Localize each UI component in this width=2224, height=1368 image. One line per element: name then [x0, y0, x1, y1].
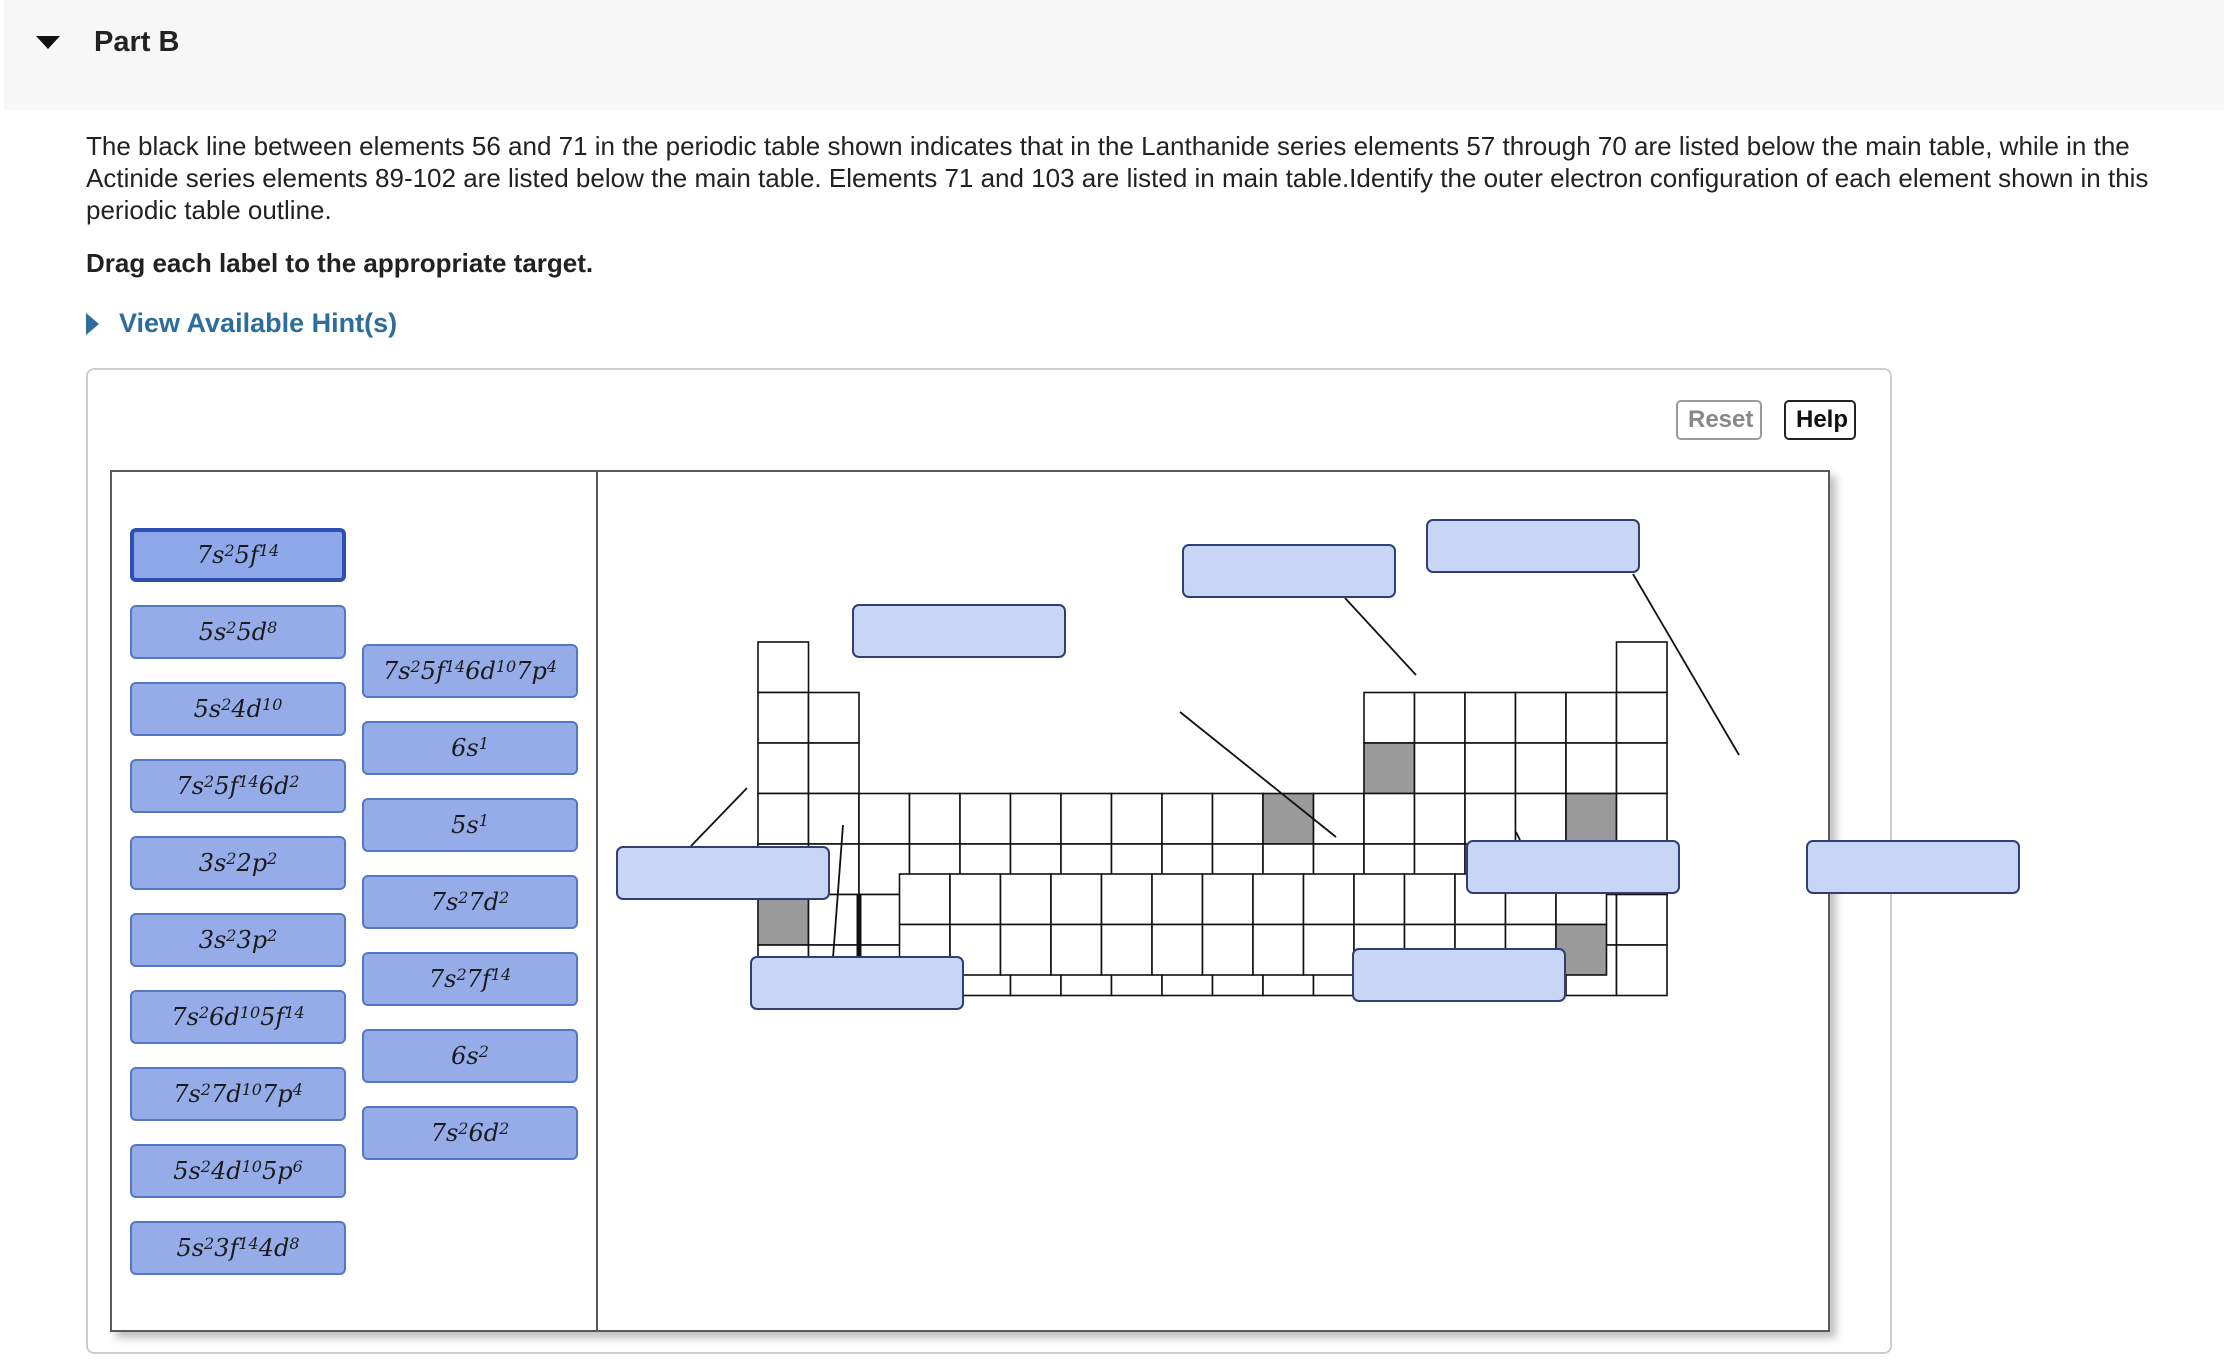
element-cell: [1011, 794, 1062, 845]
draggable-label[interactable]: 3s $^2$ 2p $^2$: [130, 836, 346, 890]
draggable-label[interactable]: 7s $^2$ 5f $^{14}$ 6d $^2$: [130, 759, 346, 813]
f-block-cell: [1203, 925, 1254, 976]
draggable-label[interactable]: 7s $^2$ 5f $^{14}$ 6d $^{10}$ 7p $^4$: [362, 644, 578, 698]
draggable-label[interactable]: 6s $^2$: [362, 1029, 578, 1083]
draggable-label[interactable]: 7s $^2$ 6d $^2$: [362, 1106, 578, 1160]
f-block-cell: [1203, 874, 1254, 925]
element-cell: [809, 794, 860, 845]
target-group-18-period-5[interactable]: [1466, 840, 1680, 894]
target-group-10-period-5[interactable]: [852, 604, 1066, 658]
element-cell: [1415, 794, 1466, 845]
element-cell: [1516, 693, 1567, 744]
element-cell: [1263, 794, 1314, 845]
element-cell: [758, 794, 809, 845]
draggable-label[interactable]: 5s $^2$ 5d $^8$: [130, 605, 346, 659]
part-title: Part B: [94, 26, 180, 58]
element-cell: [1617, 743, 1668, 794]
drag-drop-activity: [86, 368, 1892, 1354]
workspace: [110, 470, 1830, 1332]
periodic-table-outline: [598, 472, 1828, 1330]
f-block-cell: [950, 874, 1001, 925]
question-prompt: The black line between elements 56 and 71 in the periodic table shown indicates that in the Lanthanide series elements 57 through 70 are listed below the main table, while in the Actinide series elements 89-102 are listed below the main table. Elements 71 and 103 are listed in main table.Identify the outer electron configuration of each element shown in this periodic table outline.: [86, 131, 2149, 225]
view-hints-label: View Available Hint(s): [119, 308, 398, 338]
element-cell: [1112, 794, 1163, 845]
element-cell: [758, 693, 809, 744]
target-group-14-period-2[interactable]: [1182, 544, 1396, 598]
element-cell: [1566, 794, 1617, 845]
view-hints-link[interactable]: [86, 308, 397, 339]
draggable-label[interactable]: 7s $^2$ 6d $^{10}$ 5f $^{14}$: [130, 990, 346, 1044]
element-cell: [1213, 794, 1264, 845]
collapse-caret-icon[interactable]: [36, 36, 60, 49]
element-cell: [809, 743, 860, 794]
element-cell: [910, 794, 961, 845]
f-block-cell: [1152, 874, 1203, 925]
label-bank: [112, 472, 598, 1330]
element-cell: [1566, 693, 1617, 744]
draggable-label[interactable]: 7s $^2$ 5f $^{14}$: [130, 528, 346, 582]
element-cell: [1566, 743, 1617, 794]
target-group-1-period-6[interactable]: [616, 846, 830, 900]
element-cell: [758, 743, 809, 794]
f-block-cell: [1051, 925, 1102, 976]
draggable-label[interactable]: 5s $^2$ 3f $^{14}$ 4d $^8$: [130, 1221, 346, 1275]
part-header: [4, 0, 2224, 110]
element-cell: [1516, 794, 1567, 845]
element-cell: [1465, 794, 1516, 845]
target-group-17-period-1[interactable]: [1426, 519, 1640, 573]
element-cell: [1617, 794, 1668, 845]
f-block-cell: [1001, 874, 1052, 925]
f-block-cell: [1152, 925, 1203, 976]
element-cell: [1314, 794, 1365, 845]
caret-right-icon: [86, 313, 99, 335]
element-cell: [1516, 743, 1567, 794]
element-cell: [1415, 743, 1466, 794]
element-cell: [758, 642, 809, 693]
f-block-cell: [1304, 874, 1355, 925]
draggable-label[interactable]: 6s $^1$: [362, 721, 578, 775]
f-block-cell: [1102, 925, 1153, 976]
f-block-cell: [1001, 925, 1052, 976]
element-cell: [1465, 743, 1516, 794]
target-group-4-period-7[interactable]: [750, 956, 964, 1010]
draggable-label[interactable]: 7s $^2$ 7d $^{10}$ 7p $^4$: [130, 1067, 346, 1121]
element-cell: [1162, 794, 1213, 845]
leader-line: [1345, 598, 1416, 675]
help-button[interactable]: Help: [1784, 400, 1856, 440]
f-block-cell: [1354, 874, 1405, 925]
f-block-cell: [1051, 874, 1102, 925]
f-block-cell: [1304, 925, 1355, 976]
periodic-table-board: [598, 472, 1828, 1330]
element-cell: [1415, 693, 1466, 744]
f-block-cell: [1405, 874, 1456, 925]
element-cell: [1617, 945, 1668, 996]
draggable-label[interactable]: 7s $^2$ 7f $^{14}$: [362, 952, 578, 1006]
leader-line: [691, 788, 747, 846]
element-cell: [1617, 642, 1668, 693]
element-cell: [1364, 693, 1415, 744]
reset-button[interactable]: Reset: [1676, 400, 1762, 440]
target-lanthanide-14[interactable]: [1352, 948, 1566, 1002]
element-cell: [1364, 794, 1415, 845]
element-cell: [859, 794, 910, 845]
draggable-label[interactable]: 5s $^2$ 4d $^{10}$: [130, 682, 346, 736]
element-cell: [1617, 895, 1668, 946]
f-block-cell: [900, 874, 951, 925]
f-block-cell: [1102, 874, 1153, 925]
draggable-label[interactable]: 5s $^1$: [362, 798, 578, 852]
draggable-label[interactable]: 3s $^2$ 3p $^2$: [130, 913, 346, 967]
f-block-cell: [1253, 925, 1304, 976]
question-instruction: Drag each label to the appropriate target.: [86, 248, 594, 278]
element-cell: [1364, 743, 1415, 794]
draggable-label[interactable]: 7s $^2$ 7d $^2$: [362, 875, 578, 929]
element-cell: [1465, 693, 1516, 744]
target-group-16-period-7[interactable]: [1806, 840, 2020, 894]
f-block-cell: [1253, 874, 1304, 925]
element-cell: [758, 895, 809, 946]
element-cell: [960, 794, 1011, 845]
draggable-label[interactable]: 5s $^2$ 4d $^{10}$ 5p $^6$: [130, 1144, 346, 1198]
element-cell: [1617, 693, 1668, 744]
element-cell: [809, 693, 860, 744]
element-cell: [1061, 794, 1112, 845]
